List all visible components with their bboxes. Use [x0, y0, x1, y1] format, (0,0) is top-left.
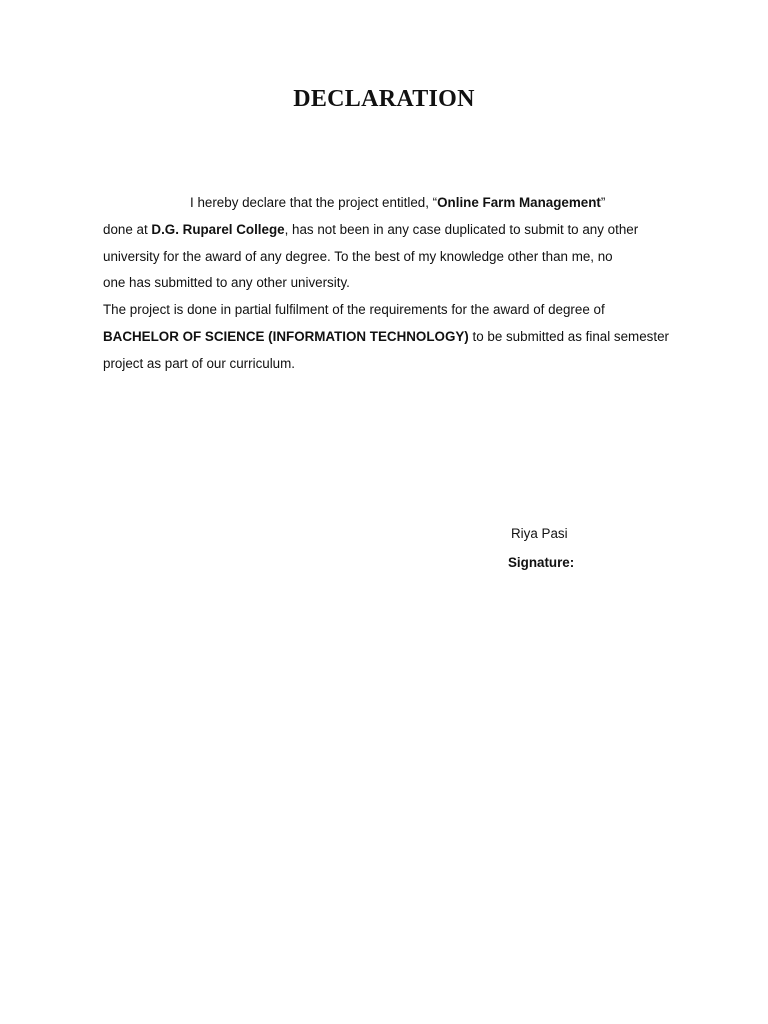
- paragraph-1-text-a: I hereby declare that the project entitled, “: [190, 195, 438, 210]
- paragraph-1-text-f: one has submitted to any other university.: [103, 275, 350, 291]
- paragraph-1-text-d: , has not been in any case duplicated to submit to any other: [284, 221, 639, 237]
- declaration-paragraph-2: [103, 297, 683, 377]
- paragraph-1-text-c: done at: [103, 221, 152, 237]
- declarant-name: Riya Pasi: [511, 526, 568, 541]
- declaration-paragraph-1: [103, 190, 683, 297]
- page-title: DECLARATION: [293, 86, 475, 112]
- paragraph-2-text-a: The project is done in partial fulfilment of the requirements for the award of degree of: [103, 302, 605, 318]
- project-name: Online Farm Management: [437, 195, 601, 210]
- degree-name: BACHELOR OF SCIENCE (INFORMATION TECHNOLOGY): [103, 328, 469, 344]
- paragraph-1-text-b: ”: [600, 195, 606, 210]
- college-name: D.G. Ruparel College: [151, 221, 285, 237]
- declaration-body: [103, 190, 683, 378]
- paragraph-2-text-b: to be submitted as final semester: [468, 328, 669, 344]
- paragraph-1-text-e: university for the award of any degree. To the best of my knowledge other than me, no: [103, 248, 613, 264]
- signature-label: Signature:: [508, 555, 575, 570]
- paragraph-2-text-c: project as part of our curriculum.: [103, 355, 296, 371]
